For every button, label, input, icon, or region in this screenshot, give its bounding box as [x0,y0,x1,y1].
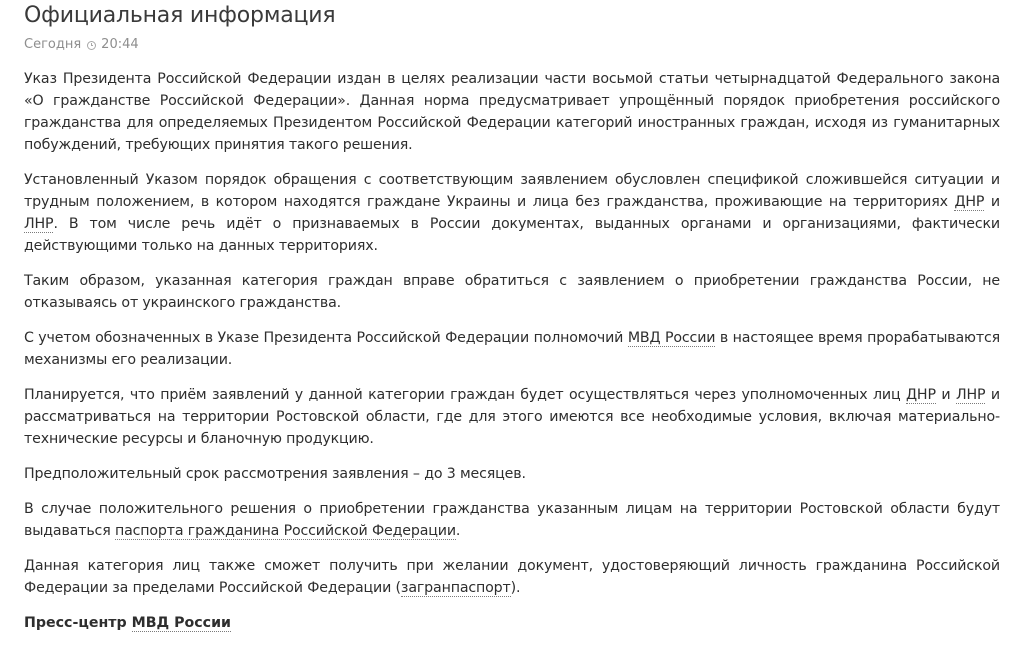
paragraph-3: Таким образом, указанная категория граждан вправе обратиться с заявлением о приобретении гражданства России, не отказываясь от украинского гражданства. [24,273,1000,311]
paragraph-4 [24,327,1000,371]
link-passport[interactable]: паспорта гражданина Российской Федерации [114,523,456,539]
paragraph-7-text-1: В случае положительного решения о приобретении гражданства указанным лицам на территории Ростовской области будут выдаваться [24,501,1000,539]
press-center-signature [24,612,1000,634]
paragraph-2-text-1: Установленный Указом порядок обращения с соответствующим заявлением обусловлен спецификой сложившейся ситуации и трудным положением, в котором находятся граждане Украины и лица без гражданства, проживающие на территориях [24,172,1000,210]
paragraph-7-text-2: . [455,523,461,539]
article-body [24,68,1000,634]
paragraph-2-and: и [984,194,1000,210]
paragraph-4-text-2: в настоящее время прорабатываются механизмы его реализации. [24,330,1001,368]
paragraph-5-and: и [935,387,956,403]
article-meta [24,36,1000,54]
paragraph-1: Указ Президента Российской Федерации издан в целях реализации части восьмой статьи четырнадцатой Федерального закона «О гражданстве Российской Федерации». Данная норма предусматривает упрощённый порядок приобретения российского гражданства для определяемых Президентом Российской Федерации категорий иностранных граждан, исходя из гуманитарных побуждений, требующих принятия такого решения. [24,71,1000,153]
paragraph-4-text-1: С учетом обозначенных в Указе Президента Российской Федерации полномочий [24,330,628,346]
signature-prefix: Пресс-центр [24,615,132,631]
link-zagranpassport[interactable]: загранпаспорт [400,580,511,596]
paragraph-5-text-2: и рассматриваться на территории Ростовской области, где для этого имеются все необходимые условия, включая материально-технические ресурсы и бланочную продукцию. [24,387,1001,447]
link-dnr-2[interactable]: ДНР [906,387,936,403]
paragraph-8-text-1: Данная категория лиц также сможет получить при желании документ, удостоверяющий личность гражданина Российской Федерации за пределами Российской Федерации ( [24,558,1000,596]
paragraph-7 [24,498,1000,542]
clock-icon [87,41,96,50]
paragraph-5 [24,384,1000,450]
link-mvd[interactable]: МВД России [627,330,716,346]
paragraph-2 [24,169,1000,257]
link-mvd-signature[interactable]: МВД России [131,615,231,631]
page-title: Официальная информация [24,3,336,28]
link-lnr-2[interactable]: ЛНР [955,387,986,403]
paragraph-8-text-2: ). [510,580,521,596]
link-dnr[interactable]: ДНР [954,194,985,210]
link-lnr[interactable]: ЛНР [24,216,54,232]
paragraph-8 [24,555,1000,599]
paragraph-6: Предположительный срок рассмотрения заявления – до 3 месяцев. [24,466,526,482]
paragraph-5-text-1: Планируется, что приём заявлений у данной категории граждан будет осуществляться через уполномоченных лиц [24,387,906,403]
time-label: 20:44 [101,37,139,52]
date-label: Сегодня [24,37,82,52]
paragraph-2-text-2: . В том числе речь идёт о признаваемых в России документах, выданных органами и организациями, фактически действующими только на данных территориях. [24,216,1000,254]
